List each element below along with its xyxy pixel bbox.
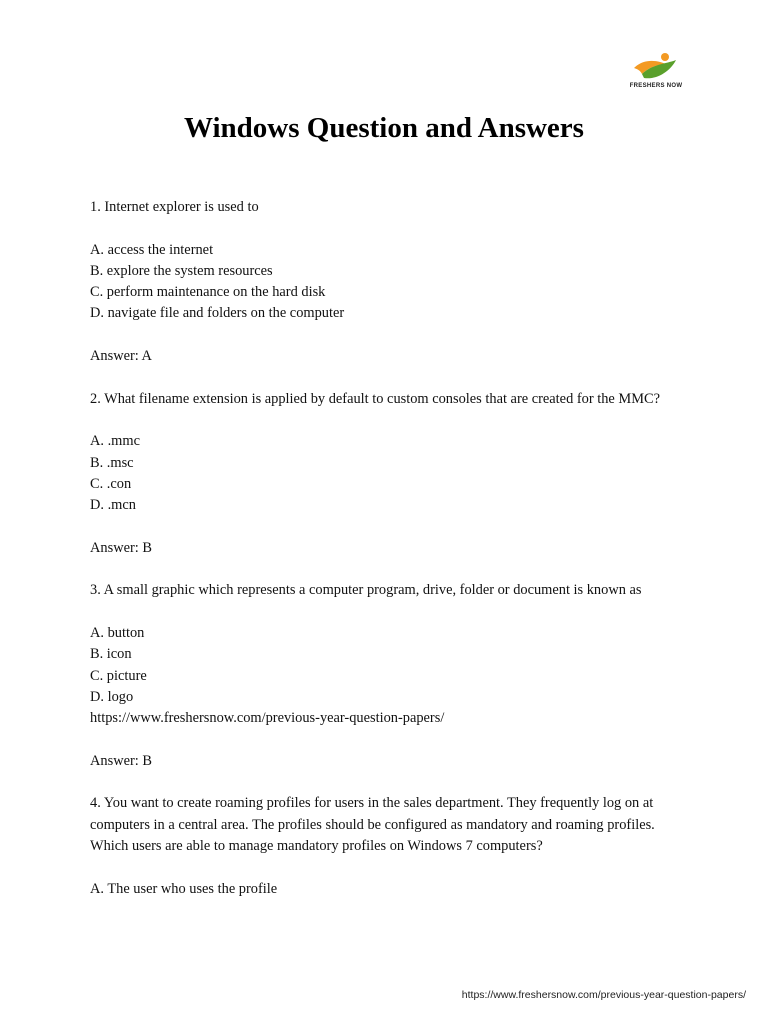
- option: D. logo: [90, 688, 134, 705]
- answer: Answer: B: [90, 752, 152, 769]
- option: A. .mmc: [90, 433, 140, 450]
- option: C. perform maintenance on the hard disk: [90, 284, 326, 301]
- question-list: [90, 197, 680, 900]
- question-papers-link[interactable]: https://www.freshersnow.com/previous-year-question-papers/: [90, 710, 445, 727]
- option: B. icon: [90, 646, 132, 663]
- footer-url[interactable]: https://www.freshersnow.com/previous-year-question-papers/: [461, 989, 746, 1001]
- option: A. access the internet: [90, 241, 214, 258]
- question-block-1: [90, 197, 680, 389]
- question-text: 2. What filename extension is applied by default to custom consoles that are created for the MMC?: [90, 390, 660, 407]
- answer: Answer: A: [90, 348, 152, 365]
- page-title: Windows Question and Answers: [184, 112, 584, 144]
- question-block-4: [90, 793, 680, 899]
- option: B. .msc: [90, 454, 134, 471]
- logo-text: FRESHERS NOW: [629, 83, 683, 89]
- option: A. button: [90, 624, 145, 641]
- question-text: 1. Internet explorer is used to: [90, 199, 259, 215]
- option: A. The user who uses the profile: [90, 880, 278, 897]
- option: B. explore the system resources: [90, 262, 273, 279]
- option: D. .mcn: [90, 497, 136, 514]
- option: C. .con: [90, 475, 132, 492]
- question-text: 3. A small graphic which represents a computer program, drive, folder or document is known as: [90, 582, 642, 599]
- answer: Answer: B: [90, 539, 152, 556]
- question-block-2: [90, 389, 680, 581]
- option: C. picture: [90, 667, 147, 684]
- option: D. navigate file and folders on the computer: [90, 305, 345, 322]
- freshers-now-logo: [620, 52, 692, 94]
- question-block-3: [90, 580, 680, 793]
- question-text: 4. You want to create roaming profiles for users in the sales department. They frequently log on at computers in a central area. The profiles should be configured as mandatory and roaming profiles. Which users are able to manage mandatory profiles on Windows 7 computers?: [90, 795, 655, 854]
- freshers-now-bird-icon: [632, 52, 680, 82]
